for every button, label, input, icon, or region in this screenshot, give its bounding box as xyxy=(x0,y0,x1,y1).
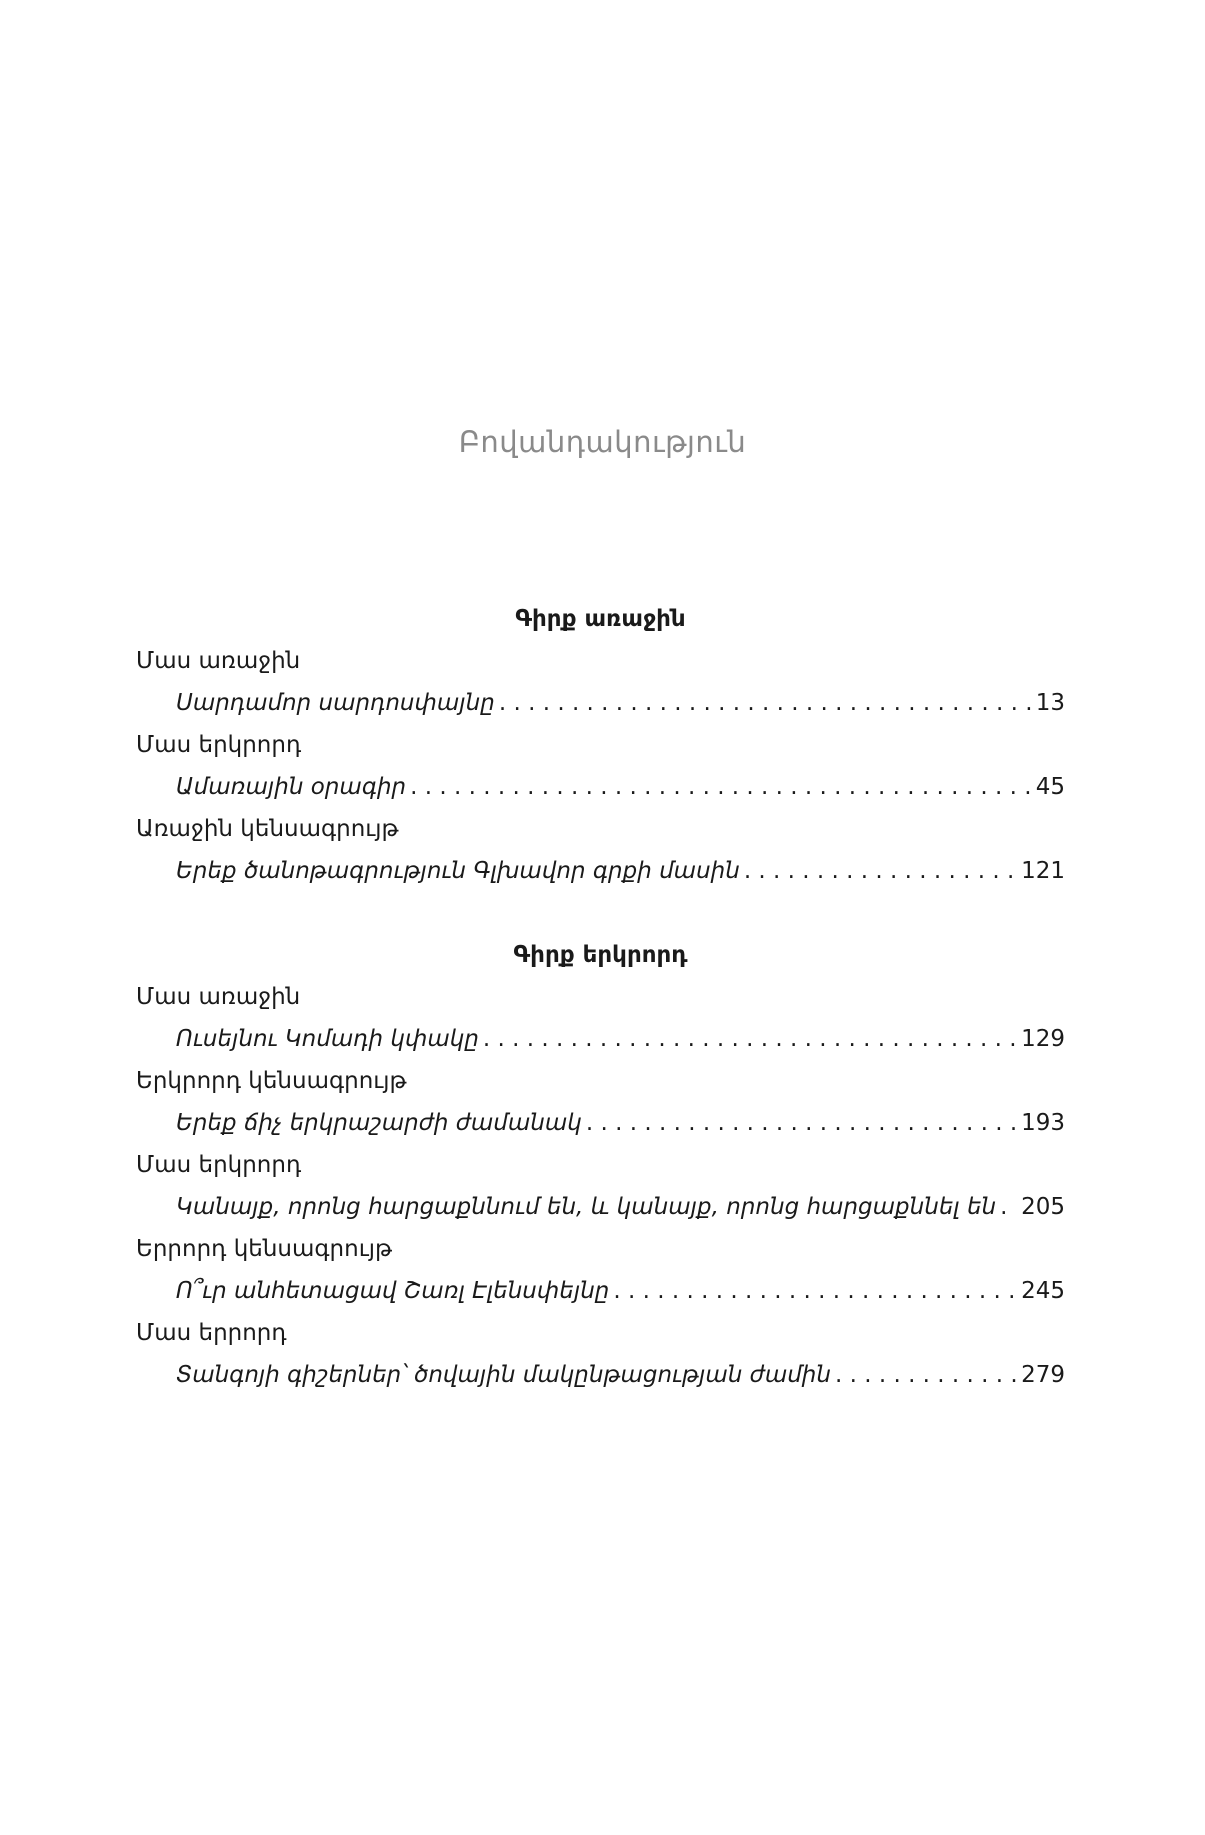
toc-entry[interactable] xyxy=(136,1102,1065,1144)
toc-entry[interactable] xyxy=(136,682,1065,724)
dot-leader xyxy=(744,850,1017,892)
page-number: 279 xyxy=(1021,1362,1065,1388)
entry-title: Ո՞ւր անհետացավ Շառլ Էլենսփեյնը xyxy=(176,1278,610,1304)
entry-title: Ամառային օրագիր xyxy=(176,774,407,800)
dot-leader xyxy=(1000,1186,1017,1228)
page-number: 121 xyxy=(1021,858,1065,884)
dot-leader xyxy=(586,1102,1017,1144)
entry-title: Երեք ճիչ երկրաշարժի ժամանակ xyxy=(176,1110,582,1136)
page-number: 205 xyxy=(1021,1194,1065,1220)
page-number: 193 xyxy=(1021,1110,1065,1136)
book-title: Գիրք առաջին xyxy=(515,606,686,632)
page-number: 45 xyxy=(1035,774,1065,800)
toc-entry[interactable] xyxy=(136,1354,1065,1396)
toc-entry[interactable] xyxy=(136,850,1065,892)
page-number: 129 xyxy=(1021,1026,1065,1052)
part-label: Առաջին կենսագրույթ xyxy=(136,816,399,842)
entry-title: Կանայք, որոնց հարցաքննում են, և կանայք, որոնց հարցաքննել են xyxy=(176,1194,997,1220)
part-label: Մաս առաջին xyxy=(136,984,301,1010)
book-section-1 xyxy=(136,598,1065,892)
entry-title: Ուսեյնու Կոմադի կփակը xyxy=(176,1026,479,1052)
part-label: Մաս առաջին xyxy=(136,648,301,674)
entry-title: Սարդամոր սարդոսփայնը xyxy=(176,690,495,716)
part-label: Երրորդ կենսագրույթ xyxy=(136,1236,392,1262)
part-label: Մաս երկրորդ xyxy=(136,1152,302,1178)
dot-leader xyxy=(499,682,1032,724)
book-section-2 xyxy=(136,934,1065,1396)
toc-entry[interactable] xyxy=(136,1018,1065,1060)
toc-entry[interactable] xyxy=(136,766,1065,808)
dot-leader xyxy=(835,1354,1017,1396)
dot-leader xyxy=(483,1018,1017,1060)
page-title: Բովանդակություն xyxy=(458,425,747,459)
toc-entry[interactable] xyxy=(136,1270,1065,1312)
page-number: 13 xyxy=(1035,690,1065,716)
entry-title: Երեք ծանոթագրություն Գլխավոր գրքի մասին xyxy=(176,858,740,884)
entry-title: Տանգոյի գիշերներ՝ ծովային մակընթացության ժամին xyxy=(176,1362,831,1388)
table-of-contents xyxy=(136,598,1065,1396)
part-label: Մաս երկրորդ xyxy=(136,732,302,758)
page-number: 245 xyxy=(1021,1278,1065,1304)
part-label: Մաս երրորդ xyxy=(136,1320,287,1346)
dot-leader xyxy=(410,766,1032,808)
toc-entry[interactable] xyxy=(136,1186,1065,1228)
dot-leader xyxy=(613,1270,1017,1312)
part-label: Երկրորդ կենսագրույթ xyxy=(136,1068,407,1094)
book-title: Գիրք երկրորդ xyxy=(513,942,688,968)
